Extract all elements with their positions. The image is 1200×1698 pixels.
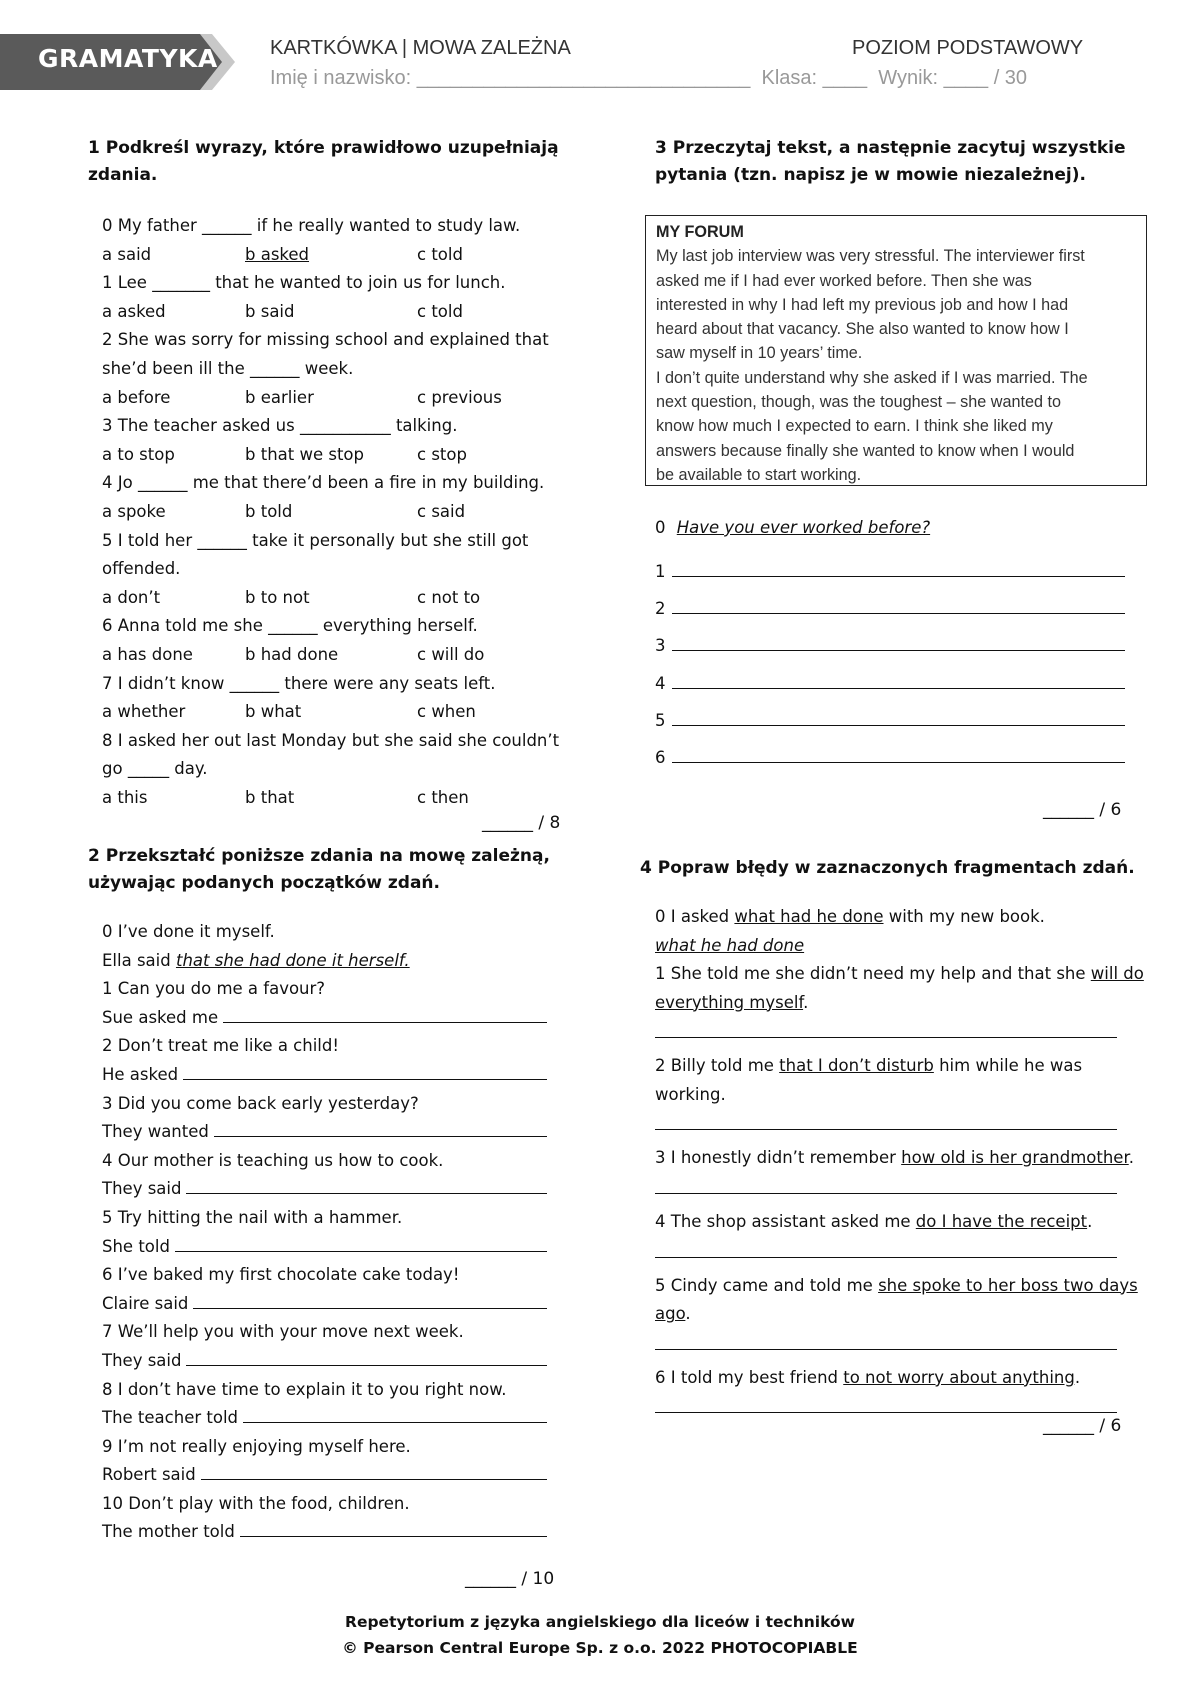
ex4-sentence-start: 1 She told me she didn’t need my help and that she [655,964,1091,983]
ex3-answer-row [655,632,1125,661]
ex2-example-sentence: 0 I’ve done it myself. [102,922,275,941]
worksheet-title: KARTKÓWKA | MOWA ZALEŻNA [270,37,571,59]
ex2-sentence: 3 Did you come back early yesterday? [102,1093,419,1113]
banner-label: GRAMATYKA [38,44,218,73]
ex3-example [655,514,930,543]
ex4-sentence [655,1144,1135,1173]
ex2-answer-blank [175,1233,547,1252]
forum-text-line: asked me if I had ever worked before. Then she was [656,271,1032,290]
ex3-answer-number: 6 [655,748,666,767]
ex4-sentence-start: 6 I told my best friend [655,1367,844,1387]
ex2-sentence: 6 I’ve baked my first chocolate cake today! [102,1265,460,1285]
option-b: b what [245,702,302,722]
ex2-sentence: 1 Can you do me a favour? [102,979,326,999]
forum-text-box [645,215,1147,486]
option-c: c told [417,301,463,321]
ex1-options-row [102,241,582,270]
ex2-answer-prefix: Robert said [102,1465,196,1485]
option-b: b said [245,301,295,321]
ex1-options-row [102,641,582,670]
ex4-sentence-cont [655,1300,1135,1329]
option-a: a asked [102,301,166,321]
ex2-sentence: 8 I don’t have time to explain it to you right now. [102,1379,507,1399]
ex2-sentence: 9 I’m not really enjoying myself here. [102,1436,411,1456]
ex1-items [102,212,582,812]
ex2-sentence: 10 Don’t play with the food, children. [102,1493,410,1513]
footer-book-title: Repetytorium z języka angielskiego dla liceów i techników [345,1613,855,1631]
forum-text-line: next question, though, was the toughest – she wanted to [656,393,1061,412]
ex3-answer-blank [672,632,1126,651]
option-a: a has done [102,644,193,664]
ex3-answer-number: 3 [655,636,666,656]
ex3-example-number: 0 [655,518,666,537]
ex4-sentence-end: . [803,992,809,1012]
ex4-answer-blank [655,1329,1117,1350]
ex4-answer-blank [655,1017,1117,1038]
ex2-answer-prefix: She told [102,1236,170,1256]
ex4-example-error: what had he done [734,907,884,926]
ex1-question-line: 8 I asked her out last Monday but she said she couldn’t [102,730,560,750]
name-class-score-line: Imię i nazwisko: ______________________________ Klasa: ____ Wynik: ____ / 30 [270,67,1028,89]
ex4-sentence-start: 2 Billy told me [655,1056,780,1076]
ex1-question-line: 0 My father ______ if he really wanted to study law. [102,216,521,235]
ex2-answer-blank [223,1004,547,1023]
ex1-question-line: 7 I didn’t know ______ there were any seats left. [102,673,496,693]
ex2-example-prefix: Ella said [102,950,176,970]
option-b: b to not [245,587,310,607]
forum-text-line: interested in why I had left my previous job and how I had [656,295,1069,314]
ex4-sentence [655,960,1144,989]
ex2-sentence: 7 We’ll help you with your move next week. [102,1322,464,1342]
ex3-answer-number: 2 [655,599,666,619]
option-c: c stop [417,444,467,464]
ex1-question-line: go _____ day. [102,759,208,779]
level-label: POZIOM PODSTAWOWY [852,37,1084,59]
ex4-sentence [655,1052,1135,1081]
option-a: a before [102,387,171,407]
ex4-error-fragment: how old is her grandmother [901,1148,1129,1168]
option-c: c then [417,787,469,807]
ex4-example [655,903,1045,960]
ex3-answer-blank [672,595,1126,614]
footer [0,1609,1200,1661]
ex2-answer-prefix: Claire said [102,1293,189,1313]
ex3-answer-number: 5 [655,710,666,730]
option-b: b earlier [245,387,314,407]
ex3-answer-number: 4 [655,673,666,693]
ex2-answer-blank [201,1461,547,1480]
ex2-answer-blank [193,1290,547,1309]
ex4-sentence-end: . [1128,1148,1134,1168]
ex4-sentence-start: 3 I honestly didn’t remember [655,1148,902,1168]
ex2-answer-row [102,1061,567,1090]
ex4-sentence-cont [655,989,1135,1018]
option-c: c told [417,244,463,264]
ex3-answer-blank [672,707,1126,726]
ex2-answer-blank [183,1061,547,1080]
ex1-question-line: 6 Anna told me she ______ everything herself. [102,616,478,636]
forum-text-line: I don’t quite understand why she asked if I was married. The [656,368,1088,387]
forum-text-line: My last job interview was very stressful. The interviewer first [656,247,1085,266]
ex3-heading: 3 Przeczytaj tekst, a następnie zacytuj wszystkie pytania (tzn. napisz je w mowie niezależnej). [655,138,1126,185]
ex1-options-row [102,298,582,327]
ex3-example-answer: Have you ever worked before? [676,518,931,537]
ex4-error-fragment: do I have the receipt [915,1211,1088,1231]
ex2-answer-prefix: The teacher told [102,1408,238,1428]
ex3-answer-blank [672,558,1126,577]
ex2-items [102,918,582,1547]
ex1-options-row [102,784,582,813]
ex1-question-line: 5 I told her ______ take it personally but she still got [102,530,529,550]
ex4-error-fragment: that I don’t disturb [779,1056,934,1076]
ex3-answer-row [655,670,1125,699]
option-b: b asked [245,244,310,264]
forum-text-line: saw myself in 10 years’ time. [656,344,863,363]
ex2-heading: 2 Przekształć poniższe zdania na mowę zależną, używając podanych początków zdań. [88,846,550,893]
ex4-example-answer: what he had done [655,935,805,955]
ex2-answer-prefix: Sue asked me [102,1007,219,1027]
ex2-answer-blank [243,1404,547,1423]
ex1-question-line: 2 She was sorry for missing school and explained that [102,330,549,350]
ex2-answer-prefix: The mother told [102,1522,235,1542]
ex4-score: ______ / 6 [1043,1416,1122,1436]
ex2-answer-row [102,1233,567,1262]
ex4-sentence [655,1272,1138,1301]
ex4-answer-blank [655,1392,1117,1413]
ex4-example-post: with my new book. [883,907,1045,926]
ex4-example-pre: 0 I asked [655,907,735,926]
ex4-sentence-end: . [685,1304,691,1324]
ex2-answer-row [102,1290,567,1319]
ex4-answer-blank [655,1237,1117,1258]
ex2-sentence: 2 Don’t treat me like a child! [102,1036,339,1056]
ex4-error-fragment: everything myself [655,992,804,1012]
forum-text-line: answers because finally she wanted to know when I would [656,441,1075,460]
ex2-answer-prefix: They said [102,1350,182,1370]
ex1-question-line: 1 Lee _______ that he wanted to join us for lunch. [102,273,506,293]
ex1-question-line: 3 The teacher asked us ___________ talking. [102,416,458,436]
ex3-answer-row [655,707,1125,736]
ex2-answer-prefix: He asked [102,1064,179,1084]
ex2-answer-row [102,1118,567,1147]
option-c: c when [417,702,476,722]
option-b: b told [245,501,293,521]
ex1-options-row [102,498,582,527]
ex2-answer-prefix: They wanted [102,1122,209,1142]
ex1-options-row [102,584,582,613]
forum-text-line: be available to start working. [656,465,862,484]
ex3-answer-row [655,595,1125,624]
ex4-error-fragment: will do [1090,964,1144,983]
ex2-answer-row [102,1518,567,1547]
ex4-error-fragment: to not worry about anything [843,1367,1075,1387]
option-a: a this [102,787,148,807]
ex1-options-row [102,698,582,727]
ex2-example-answer: that she had done it herself. [175,950,410,970]
option-c: c not to [417,587,481,607]
ex3-answer-blank [672,744,1126,763]
ex2-answer-row [102,1404,567,1433]
option-c: c previous [417,387,502,407]
ex2-answer-row [102,1461,567,1490]
ex4-error-fragment: she spoke to her boss two days [878,1275,1138,1295]
ex2-answer-row [102,1175,567,1204]
option-a: a said [102,244,152,264]
option-a: a spoke [102,501,166,521]
ex4-sentence [655,1364,1135,1393]
option-b: b that [245,787,295,807]
ex2-answer-blank [240,1518,547,1537]
option-c: c said [417,501,466,521]
ex4-sentence-start: 5 Cindy came and told me [655,1275,879,1295]
ex2-answer-prefix: They said [102,1179,182,1199]
ex1-options-row [102,384,582,413]
option-b: b had done [245,644,339,664]
ex4-items [655,960,1144,1427]
ex1-question-line: she’d been ill the ______ week. [102,358,354,378]
ex2-answer-row [102,1004,567,1033]
ex4-error-fragment: ago [655,1304,686,1324]
ex1-options-row [102,441,582,470]
forum-text-line: know how much I expected to earn. I think she liked my [656,417,1053,436]
forum-text-line: heard about that vacancy. She also wanted to know how I [656,320,1069,339]
ex2-answer-blank [186,1347,547,1366]
option-c: c will do [417,644,485,664]
ex4-answer-blank [655,1109,1117,1130]
footer-copyright: © Pearson Central Europe Sp. z o.o. 2022 PHOTOCOPIABLE [342,1639,858,1657]
ex4-sentence [655,1208,1135,1237]
option-b: b that we stop [245,444,364,464]
ex2-score: ______ / 10 [465,1569,555,1589]
ex3-answer-row [655,558,1125,587]
ex3-answer-number: 1 [655,562,666,581]
ex2-answer-row [102,1347,567,1376]
ex1-score: ______ / 8 [482,813,561,833]
ex4-heading: 4 Popraw błędy w zaznaczonych fragmentach zdań. [640,858,1135,878]
ex4-sentence-rest: him while he was [933,1056,1083,1076]
ex1-question-line: 4 Jo ______ me that there’d been a fire in my building. [102,473,545,493]
option-a: a don’t [102,587,161,607]
ex4-sentence-cont: working. [655,1084,726,1104]
option-a: a whether [102,702,186,722]
ex1-heading: 1 Podkreśl wyrazy, które prawidłowo uzupełniają zdania. [88,138,559,185]
ex2-answer-blank [186,1175,547,1194]
ex2-sentence: 5 Try hitting the nail with a hammer. [102,1207,403,1227]
ex4-sentence-start: 4 The shop assistant asked me [655,1211,916,1231]
ex4-sentence-end: . [1087,1211,1093,1231]
ex4-sentence-end: . [1074,1367,1081,1387]
ex3-answer-blank [672,670,1126,689]
option-a: a to stop [102,444,175,464]
ex4-answer-blank [655,1173,1117,1194]
ex1-question-line: offended. [102,559,181,579]
ex3-score: ______ / 6 [1043,800,1122,820]
forum-title: MY FORUM [656,223,744,241]
ex2-sentence: 4 Our mother is teaching us how to cook. [102,1150,444,1170]
ex2-example-answer-line [102,947,582,976]
ex2-answer-blank [214,1118,547,1137]
ex3-answer-row [655,744,1125,773]
